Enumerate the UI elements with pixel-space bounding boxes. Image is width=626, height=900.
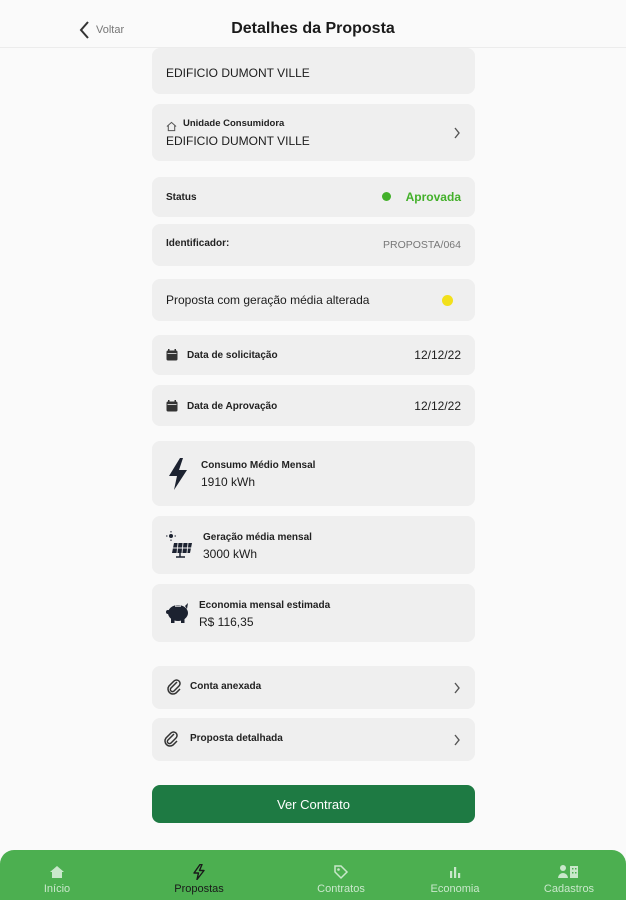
data-solicitacao-value: 12/12/22 (414, 348, 461, 362)
data-solicitacao-card (152, 335, 475, 375)
partial-card (152, 48, 475, 94)
nav-item-label: Início (43, 883, 71, 895)
nav-item-label: Propostas (174, 883, 224, 895)
geracao-alterada-label: Proposta com geração média alterada (166, 293, 370, 307)
back-label: Voltar (96, 24, 125, 36)
proposta-detalhada-label: Proposta detalhada (190, 733, 283, 744)
identificador-card (152, 224, 475, 266)
nav-item-label: Contratos (317, 883, 365, 895)
economia-label: Economia mensal estimada (199, 600, 331, 611)
unidade-label: Unidade Consumidora (183, 118, 285, 129)
economia-card (152, 584, 475, 642)
bar-chart-icon (447, 864, 463, 880)
user-building-icon (558, 864, 580, 880)
identificador-label: Identificador: (166, 238, 230, 249)
economia-value: R$ 116,35 (199, 615, 254, 629)
geracao-label: Geração média mensal (203, 532, 312, 543)
bolt-icon (191, 864, 207, 880)
piggy-bank-icon (165, 600, 191, 624)
warning-dot-icon (442, 295, 453, 306)
geracao-alterada-card (152, 279, 475, 321)
data-solicitacao-label: Data de solicitação (187, 350, 278, 361)
chevron-right-icon (453, 127, 461, 139)
solar-panel-icon (166, 531, 194, 559)
conta-anexada-card[interactable] (152, 666, 475, 709)
bottom-nav (0, 850, 626, 900)
status-card (152, 177, 475, 217)
page-title: Detalhes da Proposta (231, 20, 395, 37)
unidade-value: EDIFICIO DUMONT VILLE (166, 134, 310, 148)
tag-icon (333, 864, 349, 880)
nav-item-contratos[interactable] (296, 864, 386, 895)
ver-contrato-button[interactable]: Ver Contrato (152, 785, 475, 823)
conta-anexada-label: Conta anexada (190, 681, 262, 692)
nav-item-economia[interactable] (410, 864, 500, 895)
nav-item-cadastros[interactable] (524, 864, 614, 895)
status-dot-icon (382, 192, 391, 201)
home-icon (166, 121, 177, 132)
consumo-value: 1910 kWh (201, 475, 256, 489)
bolt-icon (166, 457, 190, 491)
data-aprovacao-card (152, 385, 475, 426)
data-aprovacao-value: 12/12/22 (414, 399, 461, 413)
data-aprovacao-label: Data de Aprovação (187, 401, 278, 412)
identificador-value: PROPOSTA/064 (382, 239, 461, 251)
partial-card-value: EDIFICIO DUMONT VILLE (166, 66, 310, 80)
chevron-right-icon (453, 682, 461, 694)
calendar-icon (166, 400, 178, 412)
unidade-consumidora-card[interactable] (152, 104, 475, 161)
nav-item-label: Cadastros (543, 883, 595, 895)
geracao-value: 3000 kWh (203, 547, 258, 561)
paperclip-icon (163, 730, 179, 748)
status-label: Status (166, 192, 197, 203)
home-icon (49, 864, 65, 880)
nav-item-label: Economia (430, 883, 480, 895)
nav-item-propostas[interactable] (154, 864, 244, 895)
consumo-card (152, 441, 475, 506)
calendar-icon (166, 349, 178, 361)
geracao-card (152, 516, 475, 574)
nav-item-inicio[interactable] (12, 864, 102, 895)
paperclip-icon (166, 678, 182, 696)
status-badge: Aprovada (405, 190, 461, 204)
chevron-right-icon (453, 734, 461, 746)
consumo-label: Consumo Médio Mensal (201, 460, 316, 471)
app-header (0, 0, 626, 48)
proposta-detalhada-card[interactable] (152, 718, 475, 761)
